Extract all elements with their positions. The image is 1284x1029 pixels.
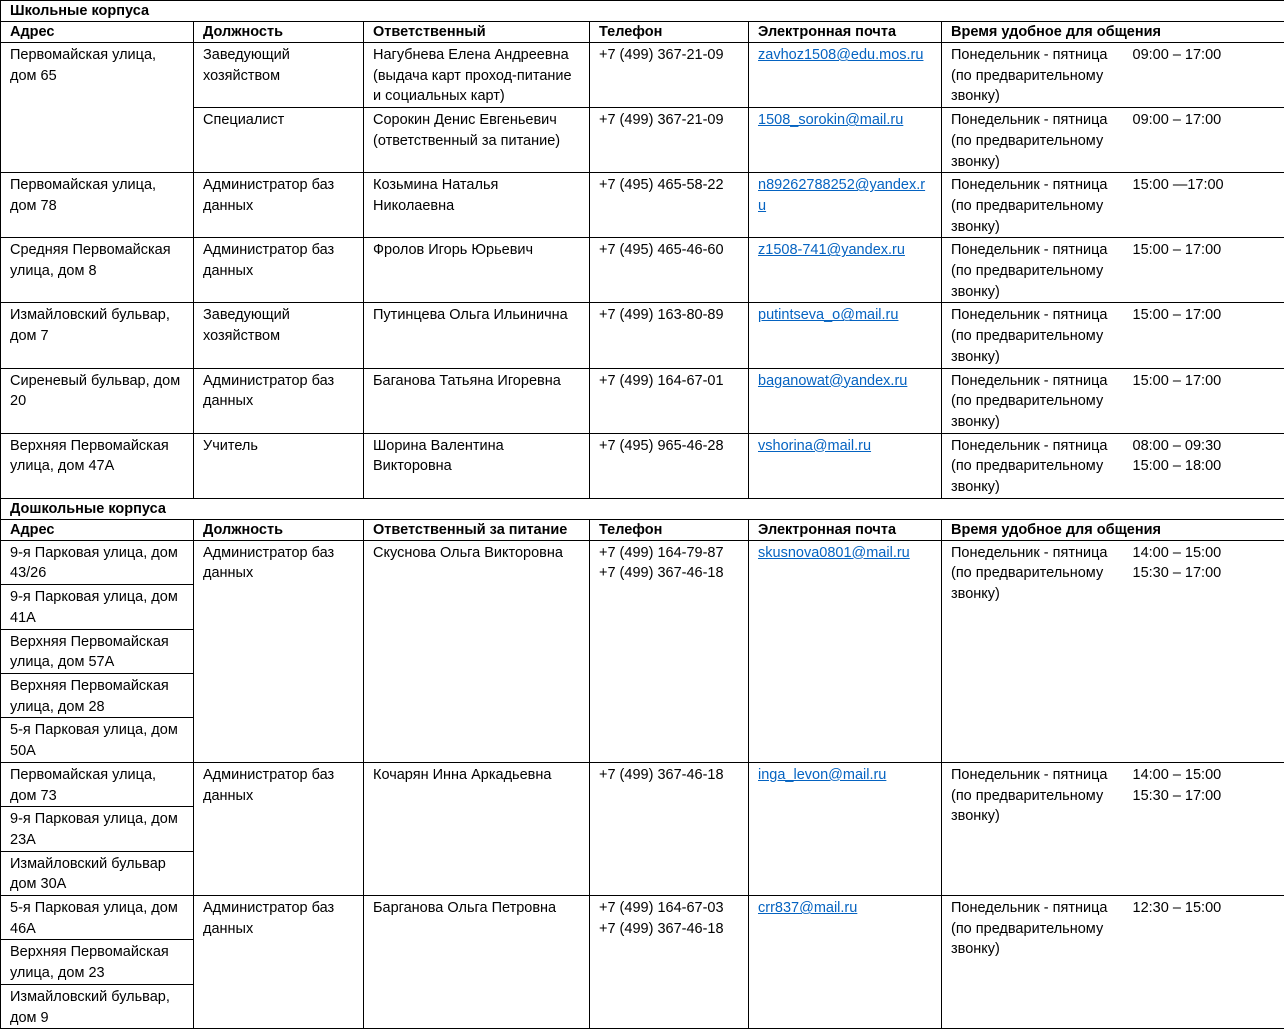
email-cell [749, 368, 942, 433]
position-cell: Администратор баз данных [194, 762, 364, 895]
position-cell: Администратор баз данных [194, 540, 364, 762]
days-cell: Понедельник - пятница (по предварительному звонку) [942, 368, 1133, 433]
phone-line: +7 (499) 164-67-03 [599, 898, 740, 919]
hours-cell [1133, 896, 1284, 1029]
responsible-cell: Фролов Игорь Юрьевич [364, 238, 590, 303]
phone-cell [590, 540, 749, 762]
responsible-cell: Баганова Татьяна Игоревна [364, 368, 590, 433]
responsible-cell: Шорина Валентина Викторовна [364, 433, 590, 498]
email-link[interactable]: vshorina@mail.ru [758, 438, 871, 454]
days-cell: Понедельник - пятница (по предварительному звонку) [942, 108, 1133, 173]
email-link[interactable]: skusnova0801@mail.ru [758, 545, 910, 561]
table-row [1, 238, 1284, 303]
section-title-school: Школьные корпуса [1, 1, 1284, 22]
days-cell: Понедельник - пятница (по предварительному звонку) [942, 238, 1133, 303]
address-cell: Верхняя Первомайская улица, дом 28 [1, 673, 194, 717]
header-phone: Телефон [590, 519, 749, 540]
email-link[interactable]: inga_levon@mail.ru [758, 767, 886, 783]
header-responsible: Ответственный [364, 22, 590, 43]
hours-cell: 15:00 – 17:00 [1133, 368, 1284, 433]
position-cell: Учитель [194, 433, 364, 498]
phone-cell: +7 (499) 164-67-01 [590, 368, 749, 433]
hours-line: 14:00 – 15:00 [1133, 765, 1277, 786]
table-row [1, 896, 1284, 940]
position-cell: Администратор баз данных [194, 173, 364, 238]
hours-cell: 15:00 – 17:00 [1133, 303, 1284, 368]
hours-cell: 15:00 – 17:00 [1133, 238, 1284, 303]
table-row [1, 368, 1284, 433]
email-cell [749, 303, 942, 368]
table-row [1, 43, 1284, 108]
hours-cell: 15:00 —17:00 [1133, 173, 1284, 238]
address-cell: Верхняя Первомайская улица, дом 47А [1, 433, 194, 498]
header-time: Время удобное для общения [942, 22, 1284, 43]
table-row [1, 303, 1284, 368]
days-cell: Понедельник - пятница (по предварительному звонку) [942, 540, 1133, 762]
header-address: Адрес [1, 22, 194, 43]
email-link[interactable]: crr837@mail.ru [758, 900, 857, 916]
hours-line: 14:00 – 15:00 [1133, 543, 1277, 564]
days-cell: Понедельник - пятница (по предварительному звонку) [942, 173, 1133, 238]
responsible-cell: Сорокин Денис Евгеньевич (ответственный за питание) [364, 108, 590, 173]
responsible-cell: Скуснова Ольга Викторовна [364, 540, 590, 762]
days-cell: Понедельник - пятница (по предварительному звонку) [942, 43, 1133, 108]
phone-cell [590, 762, 749, 895]
days-cell: Понедельник - пятница (по предварительному звонку) [942, 303, 1133, 368]
email-cell [749, 108, 942, 173]
email-cell [749, 43, 942, 108]
phone-line: +7 (499) 164-79-87 [599, 543, 740, 564]
hours-cell [1133, 433, 1284, 498]
table-row [1, 433, 1284, 498]
table-row [1, 173, 1284, 238]
address-cell: Верхняя Первомайская улица, дом 57А [1, 629, 194, 673]
header-phone: Телефон [590, 22, 749, 43]
email-cell [749, 540, 942, 762]
position-cell: Администратор баз данных [194, 238, 364, 303]
header-address: Адрес [1, 519, 194, 540]
phone-cell: +7 (499) 367-21-09 [590, 108, 749, 173]
section-title-row [1, 498, 1284, 519]
hours-cell: 09:00 – 17:00 [1133, 43, 1284, 108]
address-cell: Верхняя Первомайская улица, дом 23 [1, 940, 194, 984]
address-cell: Измайловский бульвар дом 30А [1, 851, 194, 895]
address-cell: Сиреневый бульвар, дом 20 [1, 368, 194, 433]
email-cell [749, 238, 942, 303]
address-cell: 9-я Парковая улица, дом 23А [1, 807, 194, 851]
days-cell: Понедельник - пятница (по предварительному звонку) [942, 896, 1133, 1029]
email-link[interactable]: baganowat@yandex.ru [758, 373, 907, 389]
email-link[interactable]: zavhoz1508@edu.mos.ru [758, 47, 923, 63]
header-responsible: Ответственный за питание [364, 519, 590, 540]
days-cell: Понедельник - пятница (по предварительному звонку) [942, 433, 1133, 498]
phone-cell: +7 (495) 465-58-22 [590, 173, 749, 238]
phone-cell: +7 (499) 163-80-89 [590, 303, 749, 368]
email-link[interactable]: z1508-741@yandex.ru [758, 242, 905, 258]
days-cell: Понедельник - пятница (по предварительному звонку) [942, 762, 1133, 895]
responsible-cell: Кочарян Инна Аркадьевна [364, 762, 590, 895]
header-email: Электронная почта [749, 519, 942, 540]
header-row [1, 22, 1284, 43]
hours-cell [1133, 762, 1284, 895]
header-position: Должность [194, 519, 364, 540]
address-cell: 5-я Парковая улица, дом 46А [1, 896, 194, 940]
phone-line: +7 (499) 367-46-18 [599, 563, 740, 584]
table-row [1, 540, 1284, 584]
email-link[interactable]: 1508_sorokin@mail.ru [758, 112, 903, 128]
responsible-cell: Козьмина Наталья Николаевна [364, 173, 590, 238]
header-email: Электронная почта [749, 22, 942, 43]
header-position: Должность [194, 22, 364, 43]
hours-line: 08:00 – 09:30 [1133, 436, 1277, 457]
section-title-row [1, 1, 1284, 22]
hours-cell: 09:00 – 17:00 [1133, 108, 1284, 173]
email-link[interactable]: n89262788252@yandex.ru [758, 177, 925, 214]
phone-cell: +7 (495) 465-46-60 [590, 238, 749, 303]
section-title-preschool: Дошкольные корпуса [1, 498, 1284, 519]
address-cell: 5-я Парковая улица, дом 50А [1, 718, 194, 762]
address-cell: 9-я Парковая улица, дом 41А [1, 585, 194, 629]
table-row [1, 108, 1284, 173]
email-cell [749, 896, 942, 1029]
email-cell [749, 433, 942, 498]
address-cell: Первомайская улица, дом 65 [1, 43, 194, 173]
address-cell: Первомайская улица, дом 73 [1, 762, 194, 806]
email-link[interactable]: putintseva_o@mail.ru [758, 307, 898, 323]
email-cell [749, 173, 942, 238]
header-row [1, 519, 1284, 540]
phone-cell: +7 (495) 965-46-28 [590, 433, 749, 498]
position-cell: Администратор баз данных [194, 896, 364, 1029]
phone-line: +7 (499) 367-46-18 [599, 765, 740, 786]
email-cell [749, 762, 942, 895]
phone-cell: +7 (499) 367-21-09 [590, 43, 749, 108]
responsible-cell: Нагубнева Елена Андреевна (выдача карт проход-питание и социальных карт) [364, 43, 590, 108]
hours-line: 15:00 – 18:00 [1133, 456, 1277, 477]
responsible-cell: Путинцева Ольга Ильинична [364, 303, 590, 368]
header-time: Время удобное для общения [942, 519, 1284, 540]
table-row [1, 762, 1284, 806]
phone-cell [590, 896, 749, 1029]
hours-cell [1133, 540, 1284, 762]
address-cell: Измайловский бульвар, дом 9 [1, 984, 194, 1028]
position-cell: Администратор баз данных [194, 368, 364, 433]
position-cell: Заведующий хозяйством [194, 303, 364, 368]
hours-line: 12:30 – 15:00 [1133, 898, 1277, 919]
address-cell: Средняя Первомайская улица, дом 8 [1, 238, 194, 303]
address-cell: Первомайская улица, дом 78 [1, 173, 194, 238]
position-cell: Специалист [194, 108, 364, 173]
address-cell: Измайловский бульвар, дом 7 [1, 303, 194, 368]
hours-line: 15:30 – 17:00 [1133, 786, 1277, 807]
phone-line: +7 (499) 367-46-18 [599, 919, 740, 940]
hours-line: 15:30 – 17:00 [1133, 563, 1277, 584]
position-cell: Заведующий хозяйством [194, 43, 364, 108]
address-cell: 9-я Парковая улица, дом 43/26 [1, 540, 194, 584]
responsible-cell: Барганова Ольга Петровна [364, 896, 590, 1029]
